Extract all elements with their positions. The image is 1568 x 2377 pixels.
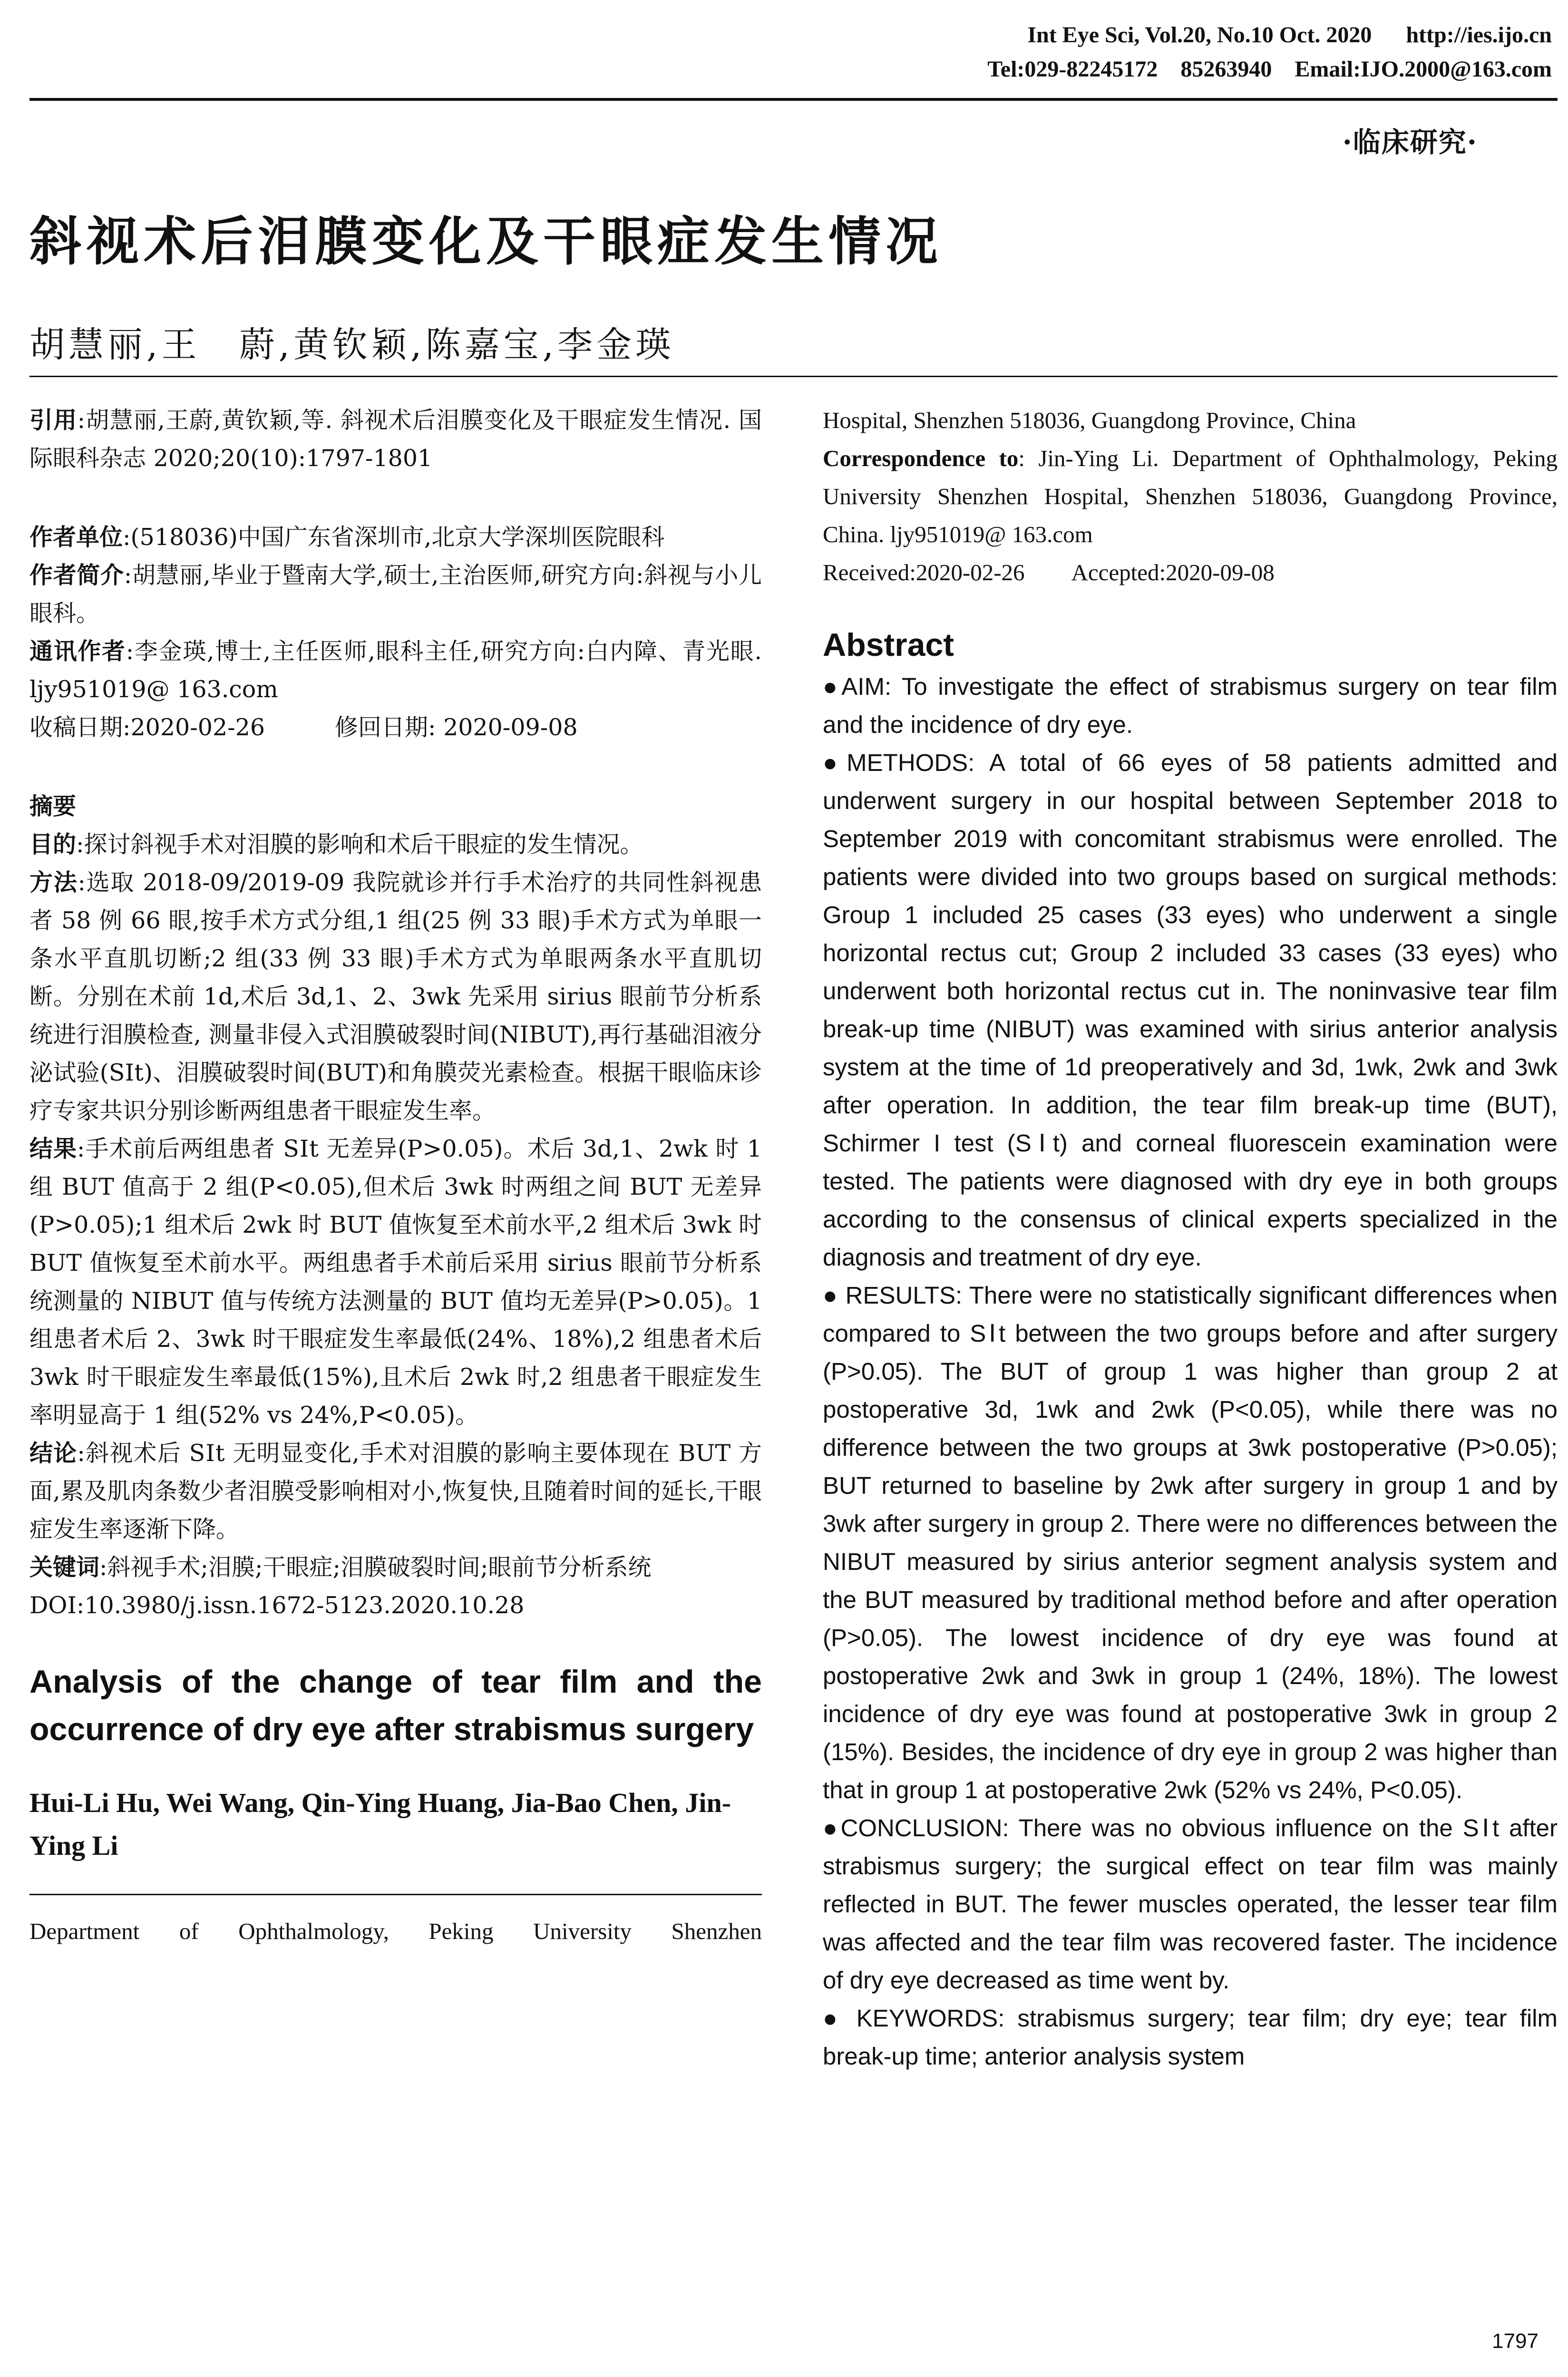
author-bio-label: 作者简介 (29, 562, 124, 589)
citation-text: :胡慧丽,王蔚,黄钦颖,等. 斜视术后泪膜变化及干眼症发生情况. 国际眼科杂志 2020;20(10):1797-1801 (29, 407, 762, 472)
cn-abstract-heading: 摘要 (29, 793, 77, 820)
abstract-methods (823, 744, 1558, 1276)
affiliation (29, 518, 762, 556)
abstract-aim (823, 668, 1558, 744)
cn-results-label: 结果 (29, 1135, 77, 1162)
cn-methods-text: :选取 2018-09/2019-09 我院就诊并行手术治疗的共同性斜视患者 58 例 66 眼,按手术方式分组,1 组(25 例 33 眼)手术方式为单眼一条水平直肌切断;2 组(33 例 33 眼)手术方式为单眼两条水平直肌切断。分别在术前 1d,术后 3d,1、2、3wk 先采用 sirius 眼前节分析系统进行泪膜检查, 测量非侵入式泪膜破裂时间(NIBUT),再行基础泪液分泌试验(SⅠt)、泪膜破裂时间(BUT)和角膜荧光素检查。根据干眼临床诊疗专家共识分别诊断两组患者干眼症发生率。 (29, 869, 762, 1124)
english-correspondence (823, 439, 1558, 554)
header-rule (29, 98, 1558, 101)
abstract-results-text: : There were no statistically significant differences when compared to SⅠt between the two groups before and after surgery (P>0.05). The BUT of group 1 was higher than group 2 at postoperative 3d, 1wk and 2wk (P<0.05), while there was no difference between the two groups at 3wk postoperative (P>0.05); BUT returned to baseline by 2wk after surgery in group 1 and by 3wk after surgery in group 2. There were no differences between the NIBUT measured by sirius anterior segment analysis system and the BUT measured by traditional method before and after operation (P>0.05). The lowest incidence of dry eye was found at postoperative 2wk and 3wk in group 1 (24%, 18%). The lowest incidence of dry eye was found at postoperative 3wk in group 2 (15%). Besides, the incidence of dry eye in group 2 was higher than that in group 1 at postoperative 2wk (52% vs 24%, P<0.05). (823, 1282, 1558, 1803)
cn-results-text: :手术前后两组患者 SⅠt 无差异(P>0.05)。术后 3d,1、2wk 时 1 组 BUT 值高于 2 组(P<0.05),但术后 3wk 时两组之间 BUT 无差异(P>0.05);1 组术后 2wk 时 BUT 值恢复至术前水平,2 组术后 3wk 时 BUT 值恢复至术前水平。两组患者手术前后采用 sirius 眼前节分析系统测量的 NIBUT 值与传统方法测量的 BUT 值均无差异(P>0.05)。1 组患者术后 2、3wk 时干眼症发生率最低(24%、18%),2 组患者术后 3wk 时干眼症发生率最低(15%),且术后 2wk 时,2 组患者干眼症发生率明显高于 1 组(52% vs 24%,P<0.05)。 (29, 1135, 762, 1429)
cn-methods-label: 方法 (29, 869, 78, 896)
cn-keywords-text: :斜视手术;泪膜;干眼症;泪膜破裂时间;眼前节分析系统 (99, 1554, 652, 1581)
english-department: Department of Ophthalmology, Peking University Shenzhen (29, 1918, 762, 1944)
cn-results (29, 1130, 762, 1434)
right-column (823, 401, 1558, 2075)
page-number: 1797 (1492, 2329, 1539, 2353)
cn-dates: 收稿日期:2020-02-26 修回日期: 2020-09-08 (29, 714, 578, 741)
corresponding-author-label: 通讯作者 (29, 638, 126, 665)
citation (29, 401, 762, 477)
author-bio (29, 556, 762, 633)
corresponding-author (29, 633, 762, 709)
abstract-methods-label: ●METHODS (823, 749, 968, 776)
affiliation-rule (29, 1894, 762, 1895)
abstract-keywords-text: : strabismus surgery; tear film; dry eye; tear film break-up time; anterior analysis system (823, 2005, 1558, 2070)
abstract-results-label: ● RESULTS (823, 1282, 956, 1309)
section-label: ·临床研究· (1342, 126, 1478, 158)
english-title: Analysis of the change of tear film and the occurrence of dry eye after strabismus surgery (29, 1664, 762, 1747)
corresponding-author-text: :李金瑛,博士,主任医师,眼科主任,研究方向:白内障、青光眼. ljy951019@ 163.com (29, 638, 762, 703)
journal-header-line2: Tel:029-82245172 85263940 Email:IJO.2000@163.com (987, 57, 1552, 82)
cn-keywords-label: 关键词 (29, 1554, 100, 1581)
citation-label: 引用 (29, 407, 78, 434)
doi: DOI:10.3980/j.issn.1672-5123.2020.10.28 (29, 1592, 525, 1619)
affiliation-label: 作者单位 (29, 524, 123, 551)
abstract-aim-label: ●AIM (823, 673, 885, 700)
english-correspondence-text: : Jin-Ying Li. Department of Ophthalmology, Peking University Shenzhen Hospital, Shenzhen 518036, Guangdong Province, China. ljy951019@ 163.com (823, 445, 1558, 547)
cn-aim-text: :探讨斜视手术对泪膜的影响和术后干眼症的发生情况。 (76, 831, 643, 858)
abstract-conclusion (823, 1809, 1558, 1999)
title-rule (29, 376, 1558, 377)
abstract-keywords-label: ● KEYWORDS (823, 2005, 998, 2032)
abstract-aim-text: : To investigate the effect of strabismus surgery on tear film and the incidence of dry eye. (823, 673, 1558, 738)
abstract-results (823, 1276, 1558, 1809)
cn-conclusion-text: :斜视术后 SⅠt 无明显变化,手术对泪膜的影响主要体现在 BUT 方面,累及肌肉条数少者泪膜受影响相对小,恢复快,且随着时间的延长,干眼症发生率逐渐下降。 (29, 1440, 762, 1543)
abstract-conclusion-text: : There was no obvious influence on the SⅠt after strabismus surgery; the surgical effect on tear film was mainly reflected in BUT. The fewer muscles operated, the lesser tear film was affected and the tear film was recovered faster. The incidence of dry eye decreased as time went by. (823, 1814, 1558, 1994)
english-dates: Received:2020-02-26 Accepted:2020-09-08 (823, 559, 1275, 585)
cn-aim-label: 目的 (29, 831, 77, 858)
abstract-methods-text: : A total of 66 eyes of 58 patients admitted and underwent surgery in our hospital between September 2018 to September 2019 with concomitant strabismus were enrolled. The patients were divided into two groups based on surgical methods: Group 1 included 25 cases (33 eyes) who underwent a single horizontal rectus cut; Group 2 included 33 cases (33 eyes) who underwent both horizontal rectus cut in. The noninvasive tear film break-up time (NIBUT) was examined with sirius anterior analysis system at the time of 1d preoperatively and 3d, 1wk, 2wk and 3wk after operation. In addition, the tear film break-up time (BUT), Schirmer I test (SⅠt) and corneal fluorescein examination were tested. The patients were diagnosed with dry eye in both groups according to the consensus of clinical experts specialized in the diagnosis and treatment of dry eye. (823, 749, 1558, 1271)
english-authors: Hui-Li Hu, Wei Wang, Qin-Ying Huang, Jia-Bao Chen, Jin-Ying Li (29, 1787, 731, 1861)
article-authors: 胡慧丽,王 蔚,黄钦颖,陈嘉宝,李金瑛 (29, 324, 675, 365)
english-correspondence-label: Correspondence to (823, 445, 1019, 471)
abstract-heading: Abstract (823, 627, 954, 663)
abstract-conclusion-label: ●CONCLUSION (823, 1814, 1003, 1841)
cn-methods (29, 864, 762, 1130)
left-column (29, 401, 762, 1950)
english-department-cont: Hospital, Shenzhen 518036, Guangdong Province, China (823, 407, 1356, 433)
cn-aim (29, 826, 762, 864)
journal-header-line1: Int Eye Sci, Vol.20, No.10 Oct. 2020 http://ies.ijo.cn (1027, 22, 1552, 48)
affiliation-text: :(518036)中国广东省深圳市,北京大学深圳医院眼科 (123, 524, 665, 551)
cn-conclusion-label: 结论 (29, 1440, 78, 1467)
article-title: 斜视术后泪膜变化及干眼症发生情况 (29, 211, 943, 272)
cn-keywords (29, 1549, 762, 1587)
author-bio-text: :胡慧丽,毕业于暨南大学,硕士,主治医师,研究方向:斜视与小儿眼科。 (29, 562, 762, 627)
cn-conclusion (29, 1434, 762, 1549)
abstract-keywords (823, 1999, 1558, 2075)
